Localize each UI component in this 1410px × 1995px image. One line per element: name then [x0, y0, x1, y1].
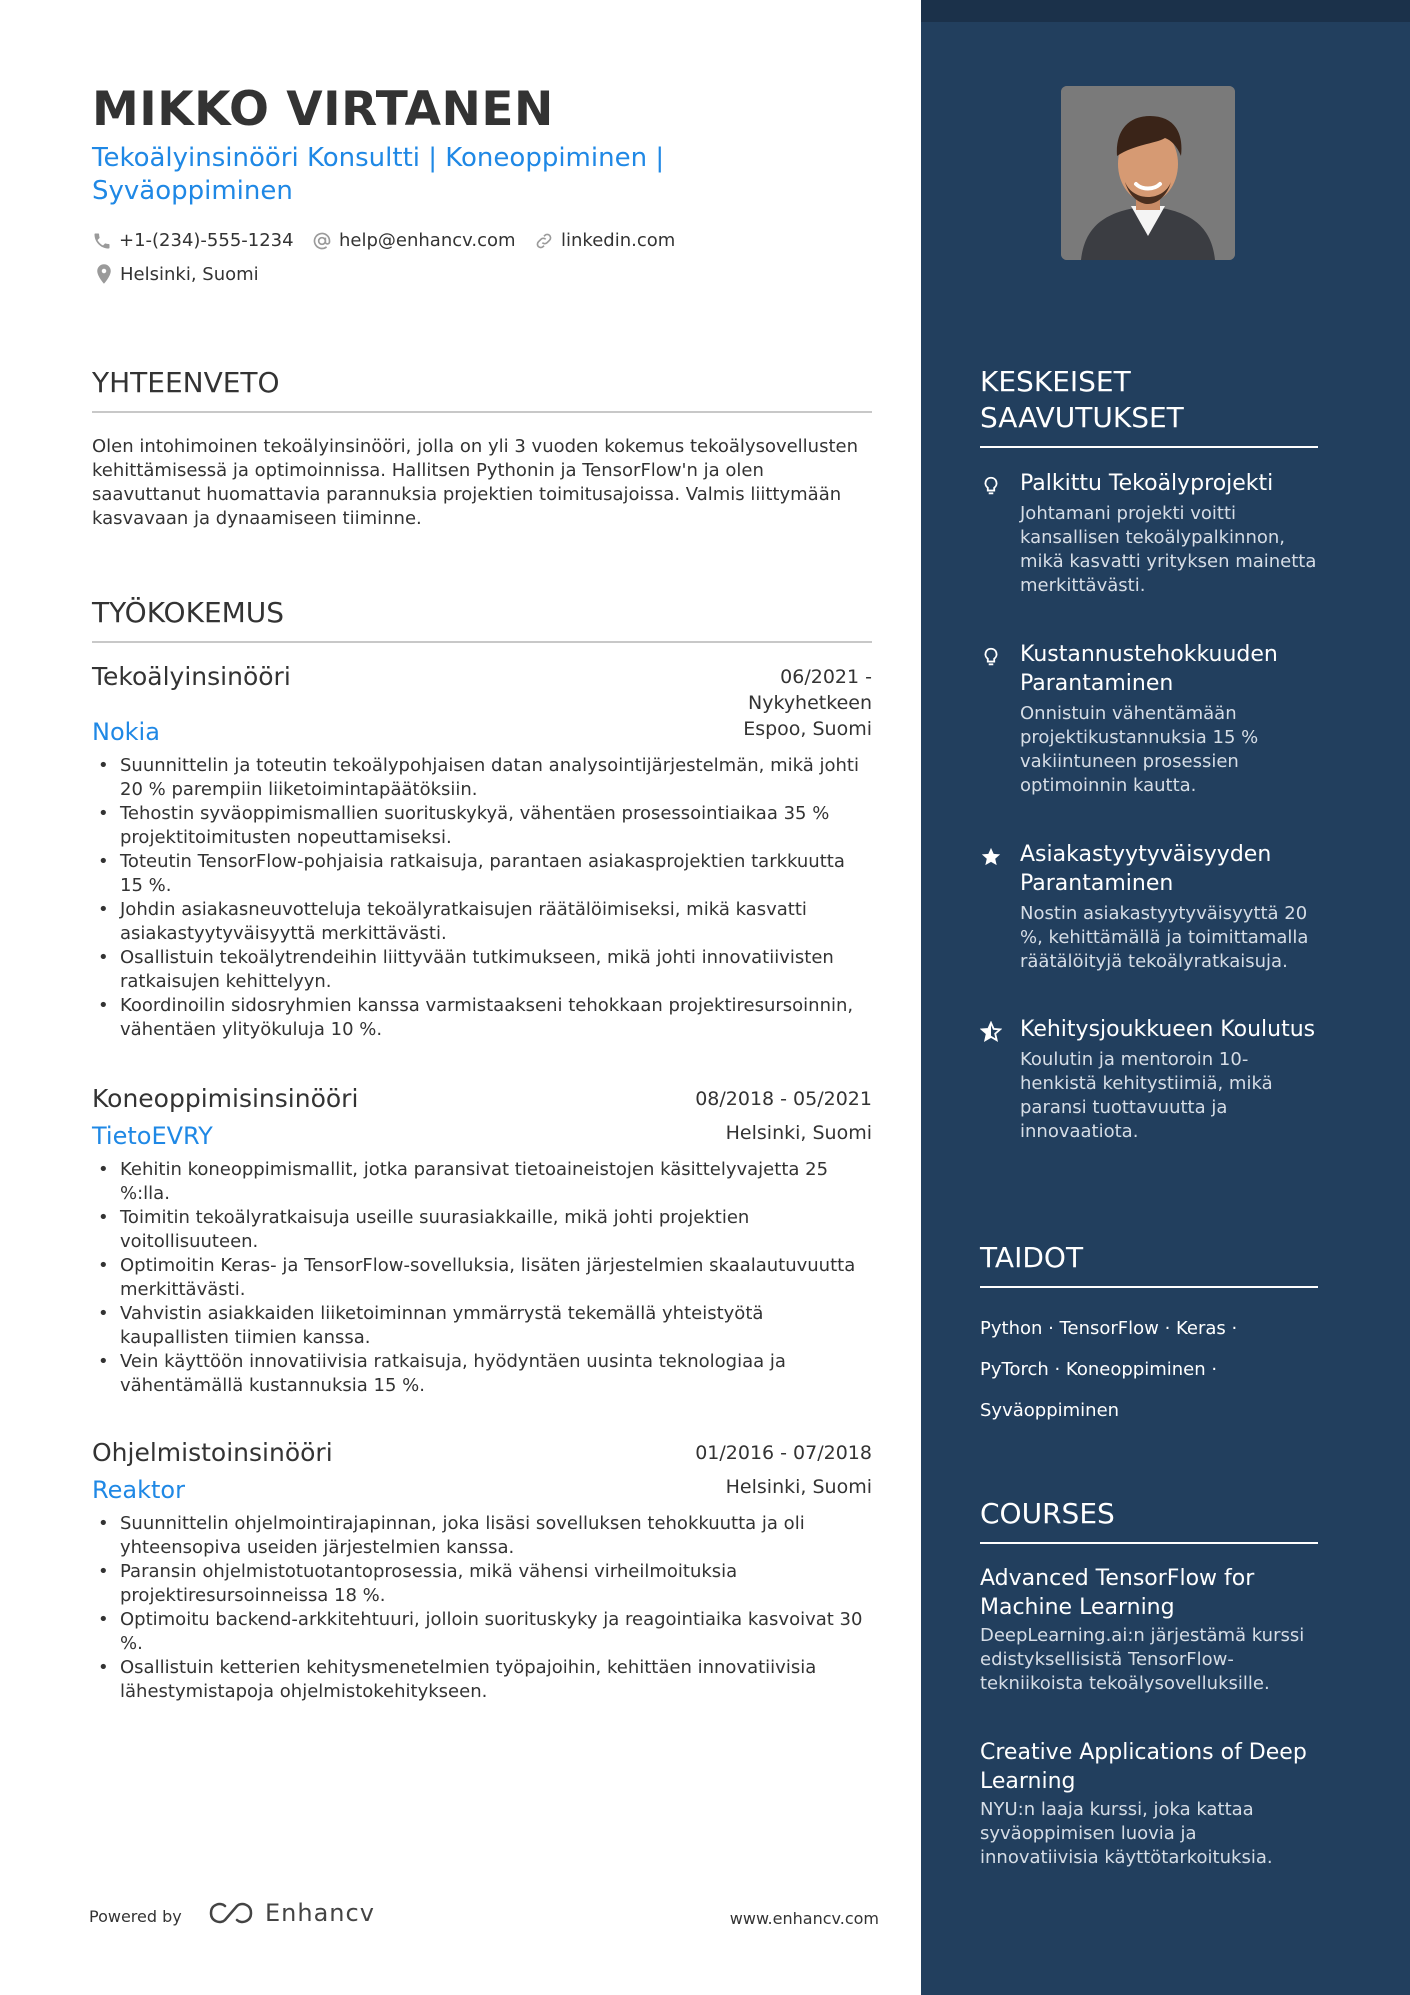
job-company[interactable]: Reaktor: [92, 1476, 185, 1504]
job-bullets: [92, 1158, 872, 1398]
job-date-line-2: Nykyhetkeen: [748, 692, 872, 714]
job-title: Tekoälyinsinööri: [92, 662, 291, 691]
job-company[interactable]: TietoEVRY: [92, 1122, 213, 1150]
achievement-item: [980, 1015, 1320, 1144]
achievements-heading-line-1: KESKEISET: [980, 365, 1131, 398]
job-bullet: • Johdin asiakasneuvotteluja tekoälyratkaisujen räätälöimiseksi, mikä kasvatti asiakastyytyväisyyttä merkittävästi.: [92, 898, 872, 946]
job-bullet: • Osallistuin ketterien kehitysmenetelmien työpajoihin, kehittäen innovatiivisia lähestymistapoja ohjelmistokehitykseen.: [92, 1656, 872, 1704]
job-date: 08/2018 - 05/2021: [695, 1088, 872, 1110]
skills-heading: TAIDOT: [980, 1240, 1318, 1288]
achievement-item: [980, 469, 1320, 598]
achievement-desc: Onnistuin vähentämään projektikustannuksia 15 % vakiintuneen prosessien optimoinnin kautta.: [1020, 703, 1259, 796]
phone-text: +1-(234)-555-1234: [119, 230, 294, 251]
job-bullet: • Suunnittelin ja toteutin tekoälypohjaisen datan analysointijärjestelmän, mikä johti 20 % parempiin liiketoimintapäätöksiin.: [92, 754, 872, 802]
footer-url[interactable]: www.enhancv.com: [729, 1909, 879, 1928]
course-desc: NYU:n laaja kurssi, joka kattaa syväoppimisen luovia ja innovatiivisia käyttötarkoituksia.: [980, 1799, 1273, 1868]
job-location: Helsinki, Suomi: [725, 1476, 872, 1498]
job-bullet: • Paransin ohjelmistotuotantoprosessia, mikä vähensi virheilmoituksia projektiresursoinneissa 18 %.: [92, 1560, 872, 1608]
email-text: help@enhancv.com: [339, 230, 516, 251]
job-bullet: • Tehostin syväoppimismallien suorituskykyä, vähentäen prosessointiaikaa 35 % projektitoimitusten nopeuttamiseksi.: [92, 802, 872, 850]
job-location: Espoo, Suomi: [743, 718, 872, 740]
course-item: [980, 1738, 1320, 1870]
job-bullet: • Vahvistin asiakkaiden liiketoiminnan ymmärrystä tekemällä yhteistyötä kaupallisten tiimien kanssa.: [92, 1302, 872, 1350]
skills-list: [980, 1308, 1280, 1431]
job-bullets: [92, 1512, 872, 1704]
course-title: Advanced TensorFlow for Machine Learning: [980, 1566, 1255, 1620]
location-pin-icon: [95, 263, 113, 285]
achievement-desc: Johtamani projekti voitti kansallisen tekoälypalkinnon, mikä kasvatti yrityksen mainetta merkittävästi.: [1020, 503, 1317, 596]
achievement-item: [980, 640, 1320, 798]
at-icon: [312, 231, 332, 251]
summary-text: Olen intohimoinen tekoälyinsinööri, jolla on yli 3 vuoden kokemus tekoälysovellusten kehittämisessä ja optimoinnissa. Hallitsen Pythonin ja TensorFlow'n ja olen saavuttanut huomattavia parannuksia projektien toimitusajoissa. Valmis liittymään kasvavaan ja dynaamiseen tiiminne.: [92, 436, 859, 529]
profile-photo: [1061, 86, 1235, 260]
achievement-title: Palkittu Tekoälyprojekti: [1020, 471, 1274, 496]
job-bullet: • Optimoitin Keras- ja TensorFlow-sovelluksia, lisäten järjestelmien skaalautuvuutta merkittävästi.: [92, 1254, 872, 1302]
course-desc: DeepLearning.ai:n järjestämä kurssi edistyksellisistä TensorFlow-tekniikoista tekoälysovelluksille.: [980, 1625, 1305, 1694]
achievement-title: Kehitysjoukkueen Koulutus: [1020, 1017, 1316, 1042]
lightbulb-icon: [980, 646, 1002, 668]
job-entry: [92, 1084, 872, 1398]
job-bullet: • Kehitin koneoppimismallit, jotka paransivat tietoaineistojen käsittelyvajetta 25 %:lla.: [92, 1158, 872, 1206]
job-date: [748, 664, 872, 716]
enhancv-logo-icon: [207, 1900, 255, 1926]
job-bullet: • Toimitin tekoälyratkaisuja useille suurasiakkaille, mikä johti projektien voitollisuuteen.: [92, 1206, 872, 1254]
job-bullet: • Optimoitu backend-arkkitehtuuri, jolloin suorituskyky ja reagointiaika kasvoivat 30 %.: [92, 1608, 872, 1656]
linkedin-text: linkedin.com: [561, 230, 676, 251]
skills-line: PyTorch · Koneoppiminen ·: [980, 1359, 1218, 1380]
job-company[interactable]: Nokia: [92, 718, 160, 746]
experience-heading: TYÖKOKEMUS: [92, 596, 872, 643]
job-bullet: • Osallistuin tekoälytrendeihin liittyvään tutkimukseen, mikä johti innovatiivisten ratkaisujen kehittelyyn.: [92, 946, 872, 994]
courses-heading: COURSES: [980, 1496, 1318, 1544]
achievement-item: [980, 840, 1320, 974]
avatar-portrait: [1061, 86, 1235, 260]
job-date-line-1: 06/2021 -: [780, 666, 872, 688]
achievement-desc: Nostin asiakastyytyväisyyttä 20 %, kehittämällä ja toimittamalla räätälöityjä tekoälyratkaisuja.: [1020, 903, 1309, 972]
achievement-desc: Koulutin ja mentoroin 10-henkistä kehitystiimiä, mikä paransi tuottavuutta ja innovaatiota.: [1020, 1049, 1273, 1142]
headline-line-1: Tekoälyinsinööri Konsultti | Koneoppiminen |: [92, 143, 665, 173]
headline: [92, 142, 692, 208]
footer-logo[interactable]: [207, 1899, 375, 1927]
contact-location: [95, 263, 259, 285]
achievement-title: Kustannustehokkuuden Parantaminen: [1020, 642, 1278, 696]
location-text: Helsinki, Suomi: [120, 263, 259, 285]
star-icon: [980, 846, 1002, 868]
job-bullet: • Koordinoilin sidosryhmien kanssa varmistaakseni tehokkaan projektiresursoinnin, vähentäen ylityökuluja 10 %.: [92, 994, 872, 1042]
link-icon: [534, 231, 554, 251]
job-bullets: [92, 754, 872, 1042]
phone-icon: [92, 231, 112, 251]
footer-powered-by: Powered by: [89, 1907, 182, 1926]
sidebar-top-strip: [921, 0, 1410, 22]
job-title: Koneoppimisinsinööri: [92, 1084, 359, 1113]
footer-brand: Enhancv: [265, 1899, 375, 1927]
name-heading: MIKKO VIRTANEN: [92, 82, 554, 137]
summary-heading: YHTEENVETO: [92, 366, 872, 413]
skills-line: Python · TensorFlow · Keras ·: [980, 1318, 1238, 1339]
job-location: Helsinki, Suomi: [725, 1122, 872, 1144]
skills-line: Syväoppiminen: [980, 1400, 1120, 1421]
achievement-title: Asiakastyytyväisyyden Parantaminen: [1020, 842, 1272, 896]
course-item: [980, 1564, 1320, 1696]
lightbulb-icon: [980, 475, 1002, 497]
contact-linkedin[interactable]: [534, 230, 675, 251]
job-title: Ohjelmistoinsinööri: [92, 1438, 333, 1467]
contact-email[interactable]: [312, 230, 516, 251]
job-date: 01/2016 - 07/2018: [695, 1442, 872, 1464]
job-entry: [92, 1438, 872, 1704]
star-half-icon: [980, 1021, 1002, 1043]
achievements-heading: [980, 364, 1318, 448]
course-title: Creative Applications of Deep Learning: [980, 1740, 1307, 1794]
job-bullet: • Vein käyttöön innovatiivisia ratkaisuja, hyödyntäen uusinta teknologiaa ja vähentämällä kustannuksia 15 %.: [92, 1350, 872, 1398]
achievements-heading-line-2: SAAVUTUKSET: [980, 401, 1184, 434]
job-bullet: • Toteutin TensorFlow-pohjaisia ratkaisuja, parantaen asiakasprojektien tarkkuutta 15 %.: [92, 850, 872, 898]
job-entry: [92, 662, 872, 1042]
headline-line-2: Syväoppiminen: [92, 176, 293, 206]
job-bullet: • Suunnittelin ohjelmointirajapinnan, joka lisäsi sovelluksen tehokkuutta ja oli yhteensopiva useiden järjestelmien kanssa.: [92, 1512, 872, 1560]
contact-phone[interactable]: [92, 230, 294, 251]
